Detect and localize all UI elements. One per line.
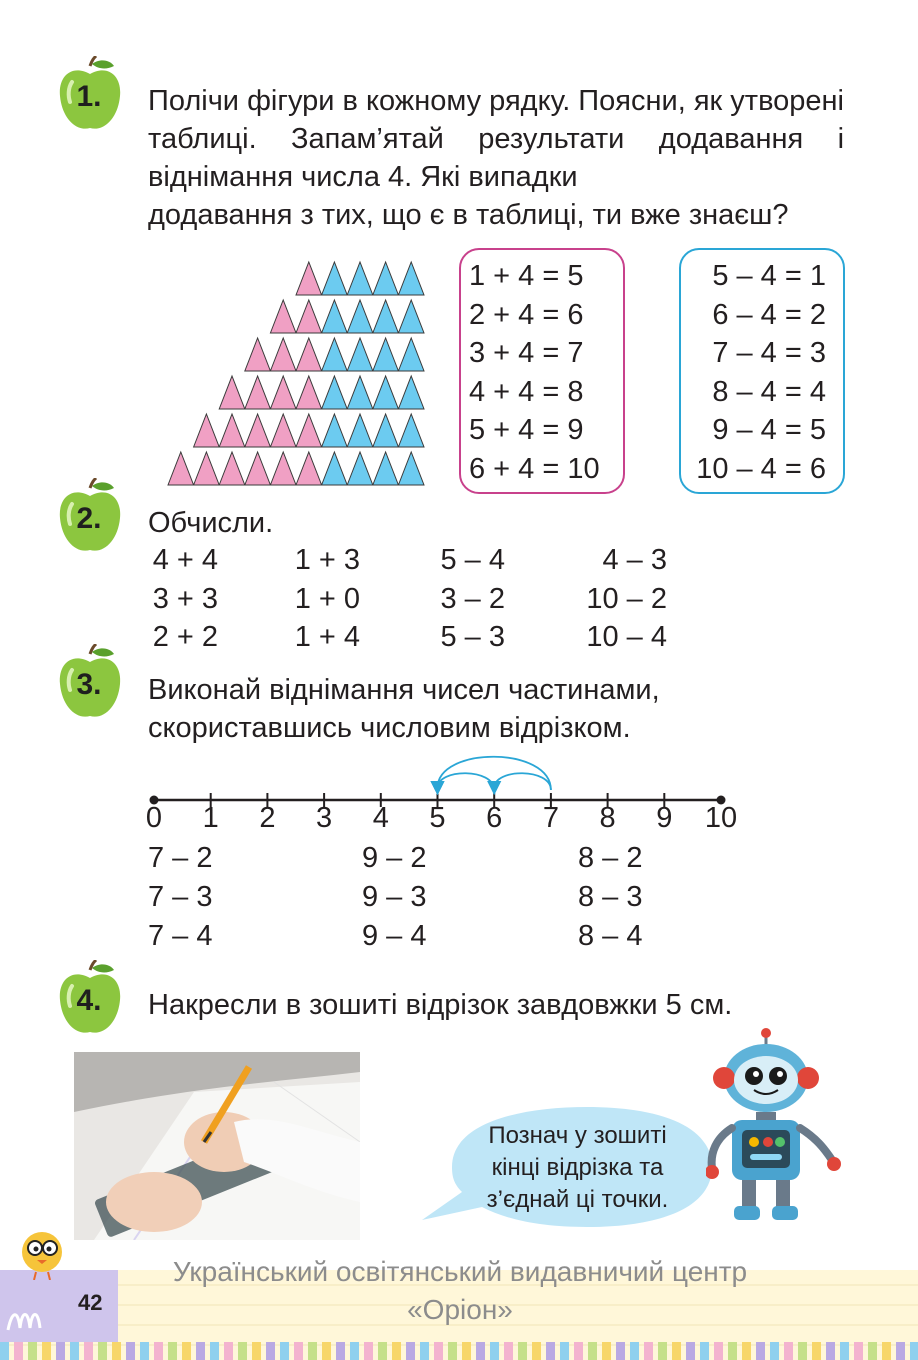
blue-triangle [347, 452, 373, 485]
tick-label: 7 [542, 802, 559, 834]
footer-stripe [28, 1342, 37, 1360]
footer-stripe [798, 1342, 807, 1360]
footer-stripe [350, 1342, 359, 1360]
exercise-1-text [148, 82, 844, 234]
blue-triangle [347, 338, 373, 371]
blue-triangle [322, 262, 348, 295]
footer-stripe [896, 1342, 905, 1360]
tick-label: 3 [316, 802, 333, 834]
expression: 9 – 4 [362, 920, 427, 952]
expression: 1 + 0 [294, 582, 360, 615]
equation: 6 + 4 = 10 [469, 452, 600, 485]
tick-label: 2 [259, 802, 276, 834]
exercise-3-text [148, 671, 844, 747]
footer-stripe [322, 1342, 331, 1360]
equation: 9 – 4 = 5 [712, 414, 826, 446]
speech-bubble-text [455, 1120, 700, 1216]
blue-triangle [398, 414, 424, 447]
tick-label: 4 [372, 802, 389, 834]
expression: 10 – 4 [586, 621, 667, 653]
footer-stripe [112, 1342, 121, 1360]
pink-triangle [245, 452, 271, 485]
blue-triangle [322, 376, 348, 409]
pink-triangle [194, 414, 220, 447]
expression: 10 – 2 [586, 582, 667, 615]
footer-stripe [392, 1342, 401, 1360]
footer-stripe [518, 1342, 527, 1360]
expression: 4 – 3 [602, 544, 667, 576]
blue-triangle [398, 452, 424, 485]
footer-stripe [728, 1342, 737, 1360]
tick-label: 5 [429, 802, 446, 834]
tick-label: 6 [486, 802, 503, 834]
pink-triangle [296, 300, 322, 333]
pink-triangle [296, 338, 322, 371]
tick-label: 8 [599, 802, 616, 834]
footer-stripe [378, 1342, 387, 1360]
footer-stripe [210, 1342, 219, 1360]
expression: 5 – 4 [440, 544, 505, 576]
footer-stripe [812, 1342, 821, 1360]
publisher-line: Український освітянський видавничий центр [172, 1256, 748, 1287]
footer-stripe [504, 1342, 513, 1360]
pink-triangle [270, 338, 296, 371]
footer-stripe [406, 1342, 415, 1360]
footer-stripe [658, 1342, 667, 1360]
text-line: утворені таблиці. Запам’ятай результати [148, 85, 844, 155]
footer-stripe [854, 1342, 863, 1360]
footer-stripe [0, 1342, 9, 1360]
publisher-name [120, 1253, 800, 1329]
text-line: додавання з тих, що є в таблиці, ти вже знаєш? [148, 199, 789, 231]
blue-triangle [347, 300, 373, 333]
pink-triangle [296, 376, 322, 409]
expression: 2 + 2 [152, 621, 218, 653]
bubble-line: Познач у зошиті [488, 1122, 667, 1149]
expression: 8 – 2 [578, 842, 643, 874]
blue-triangle [398, 338, 424, 371]
equation: 4 + 4 = 8 [469, 375, 584, 408]
footer-stripe [560, 1342, 569, 1360]
blue-triangle [322, 414, 348, 447]
footer-stripe [826, 1342, 835, 1360]
pink-triangle [219, 452, 245, 485]
pink-triangle [245, 338, 271, 371]
blue-triangle [322, 452, 348, 485]
footer-stripe [476, 1342, 485, 1360]
blue-triangle [347, 262, 373, 295]
footer-stripe [308, 1342, 317, 1360]
footer-stripe [770, 1342, 779, 1360]
footer-stripe [742, 1342, 751, 1360]
footer-stripe [14, 1342, 23, 1360]
pink-triangle [296, 262, 322, 295]
publisher-line: «Оріон» [407, 1294, 513, 1325]
pink-triangle [296, 414, 322, 447]
triangle-rows-figure [150, 258, 440, 488]
footer-stripe [714, 1342, 723, 1360]
pink-triangle [219, 376, 245, 409]
expression: 1 + 3 [294, 544, 360, 576]
expression: 7 – 2 [148, 842, 213, 874]
expression: 3 + 3 [152, 582, 218, 615]
footer-stripe [70, 1342, 79, 1360]
exercise-3-badge [58, 644, 122, 724]
expression: 1 + 4 [294, 621, 360, 653]
blue-triangle [373, 262, 399, 295]
pink-triangle [270, 452, 296, 485]
blue-triangle [398, 262, 424, 295]
exercise-4-badge [58, 960, 122, 1040]
footer-stripe [182, 1342, 191, 1360]
blue-triangle [373, 338, 399, 371]
footer-stripe [294, 1342, 303, 1360]
pink-triangle [296, 452, 322, 485]
pink-triangle [245, 376, 271, 409]
text-line: скориставшись числовим відрізком. [148, 712, 631, 744]
expression: 5 – 3 [440, 621, 505, 653]
footer-stripe [616, 1342, 625, 1360]
footer-stripe [238, 1342, 247, 1360]
blue-triangle [373, 414, 399, 447]
footer-stripe [784, 1342, 793, 1360]
footer-stripe [490, 1342, 499, 1360]
tick-label: 1 [202, 802, 219, 834]
expression: 9 – 3 [362, 881, 427, 913]
blue-triangle [322, 338, 348, 371]
blue-triangle [322, 300, 348, 333]
footer-stripe [126, 1342, 135, 1360]
equation: 3 + 4 = 7 [469, 337, 584, 369]
exercise-number: 1. [76, 80, 102, 113]
equation: 1 + 4 = 5 [469, 260, 584, 292]
pink-triangle [194, 452, 220, 485]
footer-stripe [56, 1342, 65, 1360]
expression: 8 – 3 [578, 881, 643, 913]
pink-triangle [270, 300, 296, 333]
equation: 7 – 4 = 3 [712, 337, 826, 369]
exercise-1-badge [58, 56, 122, 136]
footer-stripe [588, 1342, 597, 1360]
text-line: Полічи фігури в кожному рядку. Поясни, як [148, 85, 723, 117]
footer-stripe [224, 1342, 233, 1360]
robot-mascot [706, 1028, 846, 1228]
blue-triangle [347, 376, 373, 409]
pink-triangle [168, 452, 194, 485]
exercise-number: 2. [76, 502, 102, 535]
jump-arrow [438, 773, 495, 790]
equation: 5 + 4 = 9 [469, 414, 584, 446]
page-number: 42 [78, 1290, 103, 1315]
pink-triangle [270, 414, 296, 447]
tick-label: 9 [656, 802, 673, 834]
footer-stripe [602, 1342, 611, 1360]
bubble-line: кінці відрізка та [491, 1154, 664, 1181]
footer-stripe [266, 1342, 275, 1360]
footer-stripe [140, 1342, 149, 1360]
pink-triangle [270, 376, 296, 409]
blue-triangle [347, 414, 373, 447]
exercise-4-text: Накресли в зошиті відрізок завдовжки 5 см. [148, 989, 733, 1021]
expression: 8 – 4 [578, 920, 643, 952]
footer-stripe [686, 1342, 695, 1360]
footer-stripe [756, 1342, 765, 1360]
expression: 9 – 2 [362, 842, 427, 874]
footer-stripe [280, 1342, 289, 1360]
footer-stripe [882, 1342, 891, 1360]
equation: 8 – 4 = 4 [712, 375, 826, 408]
footer-stripe [84, 1342, 93, 1360]
footer-stripe [364, 1342, 373, 1360]
footer-stripe [448, 1342, 457, 1360]
expression: 4 + 4 [152, 544, 218, 576]
exercise-number: 4. [76, 984, 102, 1017]
text-line: додавання і віднімання числа 4. Які випадки [148, 123, 845, 193]
footer-stripe [420, 1342, 429, 1360]
pink-triangle [245, 414, 271, 447]
bubble-line: з’єднай ці точки. [486, 1186, 669, 1213]
exercise-2-text: Обчисли. [148, 507, 274, 539]
footer-stripe [154, 1342, 163, 1360]
tick-label: 0 [145, 802, 163, 834]
equation: 5 – 4 = 1 [712, 260, 826, 292]
footer-stripe [910, 1342, 918, 1360]
expression: 3 – 2 [440, 582, 505, 615]
expression: 7 – 3 [148, 881, 213, 913]
footer-stripe [98, 1342, 107, 1360]
footer-stripe [168, 1342, 177, 1360]
equation: 2 + 4 = 6 [469, 298, 584, 331]
blue-triangle [373, 452, 399, 485]
footer-stripe [42, 1342, 51, 1360]
footer-stripe [700, 1342, 709, 1360]
equation: 10 – 4 = 6 [696, 452, 826, 485]
blue-triangle [373, 300, 399, 333]
blue-triangle [398, 376, 424, 409]
footer-stripe [462, 1342, 471, 1360]
footer-stripe [532, 1342, 541, 1360]
footer-stripe [574, 1342, 583, 1360]
tick-label: 10 [704, 802, 738, 834]
pink-triangle [219, 414, 245, 447]
footer-stripe [630, 1342, 639, 1360]
expression: 7 – 4 [148, 920, 213, 952]
footer-stripe [252, 1342, 261, 1360]
equation: 6 – 4 = 2 [712, 298, 826, 331]
footer-stripe [644, 1342, 653, 1360]
footer-stripe [840, 1342, 849, 1360]
footer-stripe [196, 1342, 205, 1360]
drawing-hand-photo [74, 1052, 360, 1240]
footer-stripe [336, 1342, 345, 1360]
text-line: Виконай віднімання чисел частинами, [148, 674, 660, 706]
footer-stripe [546, 1342, 555, 1360]
footer-stripe [434, 1342, 443, 1360]
blue-triangle [398, 300, 424, 333]
footer-stripe [672, 1342, 681, 1360]
exercise-number: 3. [76, 668, 102, 701]
chick-mascot [12, 1224, 72, 1280]
jump-arrow [494, 773, 551, 790]
footer-stripe [868, 1342, 877, 1360]
blue-triangle [373, 376, 399, 409]
